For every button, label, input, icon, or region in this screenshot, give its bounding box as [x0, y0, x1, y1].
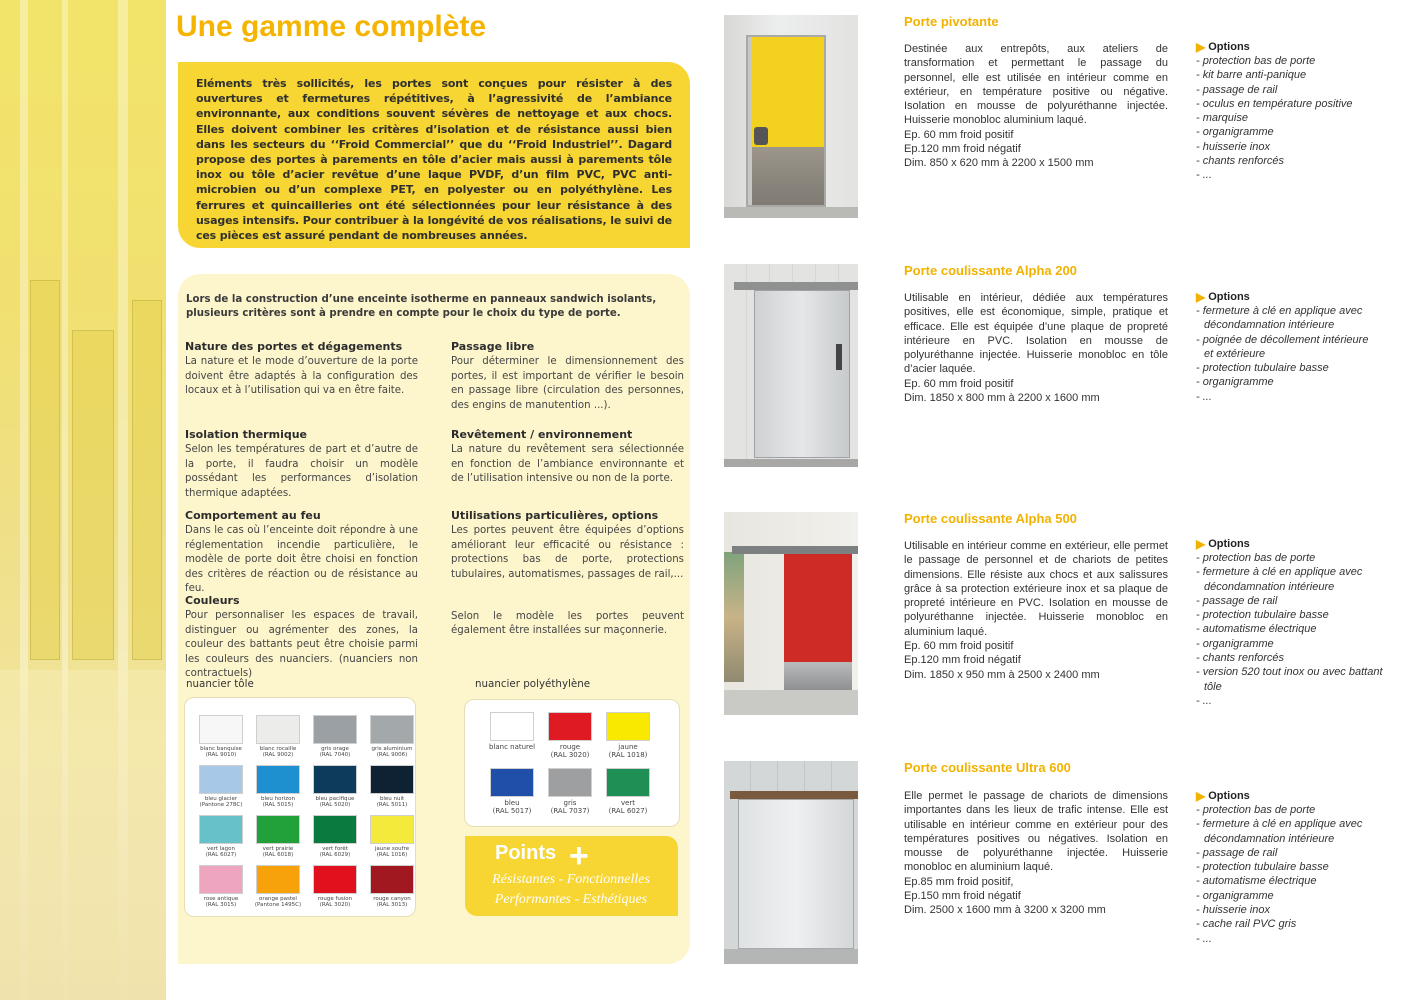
desc-line: Ep.120 mm froid négatif — [904, 654, 1021, 667]
desc-line: Utilisable en intérieur comme en extérieur, elle permet le passage de personnel et de chariots de petites dimensions. Elle résiste aux chocs et aux salissures grâce à sa protection extérieure inox et sa plaque de propreté intérieure en PVC. Isolation en mousse de polyuréthanne injectée. Huisserie monobloc en aluminium laqué. — [904, 540, 1168, 638]
option-item: - protection tubulaire basse — [1196, 362, 1329, 375]
color-swatch — [313, 865, 357, 894]
options-pivotante — [1196, 40, 1406, 183]
product-desc-alpha-200 — [904, 291, 1168, 405]
color-swatch — [256, 815, 300, 844]
color-swatch — [370, 715, 414, 744]
swatch-label — [189, 746, 253, 759]
nuancier-tole-panel — [184, 697, 416, 917]
color-swatch — [199, 865, 243, 894]
swatch-ref: (Pantone 278C) — [199, 802, 243, 809]
swatch-label — [538, 799, 602, 815]
option-item: - protection bas de porte — [1196, 55, 1316, 67]
option-item: - protection tubulaire basse — [1196, 861, 1329, 874]
criterion-maconnerie: Selon le modèle les portes peuvent également être installées sur maçonnerie. — [451, 611, 684, 637]
swatch-ref: (RAL 3020) — [550, 751, 590, 759]
swatch-label — [538, 743, 602, 759]
desc-line: Dim. 2500 x 1600 mm à 3200 x 3200 mm — [904, 904, 1106, 917]
swatch-name: bleu — [504, 799, 520, 807]
swatch-label — [189, 796, 253, 809]
options-ultra-600 — [1196, 789, 1406, 946]
swatch-ref: (RAL 3020) — [319, 902, 351, 909]
criterion-title: Revêtement / environnement — [451, 428, 633, 441]
criterion-text: La nature du revêtement sera sélectionnée en fonction de l’ambiance environnante et de l’utilisation intensive ou non de la porte. — [451, 444, 684, 485]
swatch-ref: (RAL 1018) — [608, 751, 648, 759]
swatch-label — [246, 796, 310, 809]
criterion-feu — [185, 509, 418, 596]
swatch-label — [360, 896, 424, 909]
option-item: décondamnation intérieure — [1204, 832, 1335, 845]
intro-text: Eléments très sollicités, les portes sont conçues pour résister à des ouvertures et fermetures répétitives, à l’agressivité de l’ambiance environnante, aux conditions souvent sévères de nettoyage et aux chocs. Elles doivent combiner les critères d’isolation et de résistance aussi bien dans les secteurs du ‘‘Froid Commercial’’ que du ‘‘Froid Industriel’’. Dagard propose des portes à parements en tôle d’acier mais aussi à parements tôle inox ou tôle d’acier revêtue d’une laque PVDF, d’un film PVC, PVC anti-microbien ou d’un complexe PET, en polyester ou en polyéthylène. Les ferrures et quincailleries ont été sélectionnées pour leur résistance à des usages intensifs. Pour contribuer à la longévité de vos réalisations, le suivi de ces pièces est assuré pendant de nombreuses années. — [196, 77, 672, 243]
option-item: - huisserie inox — [1196, 904, 1270, 917]
product-desc-alpha-500 — [904, 539, 1168, 682]
product-title-alpha-500: Porte coulissante Alpha 500 — [904, 511, 1077, 526]
color-swatch — [370, 865, 414, 894]
color-swatch — [606, 768, 650, 797]
option-item: - huisserie inox — [1196, 140, 1270, 153]
option-item: - organigramme — [1196, 889, 1274, 902]
options-header — [1196, 537, 1406, 551]
swatch-name: vert — [620, 799, 636, 807]
swatch-label — [189, 896, 253, 909]
swatch-name: orange pastel — [259, 896, 297, 902]
swatch-name: bleu nuit — [379, 796, 405, 802]
desc-line: Dim. 1850 x 800 mm à 2200 x 1600 mm — [904, 392, 1100, 405]
swatch-label — [303, 796, 367, 809]
swatch-label — [360, 796, 424, 809]
swatch-ref: (RAL 5011) — [376, 802, 408, 809]
plus-icon: + — [569, 837, 589, 875]
nuancier-tole-label: nuancier tôle — [186, 678, 254, 690]
option-item: - protection bas de porte — [1196, 804, 1316, 816]
criterion-title: Couleurs — [185, 594, 240, 607]
desc-line: Ep.85 mm froid positif, — [904, 875, 1014, 888]
option-item: - passage de rail — [1196, 594, 1278, 607]
criterion-text: La nature et le mode d’ouverture de la porte doivent être adaptés à la configuration des locaux et à l’utilisation qui va en être faite. — [185, 356, 418, 397]
option-item: - organigramme — [1196, 376, 1274, 389]
criterion-title: Comportement au feu — [185, 509, 321, 522]
criterion-text: Les portes peuvent être équipées d’options améliorant leur efficacité ou résistance : protections bas de porte, protections tubulaires, automatismes, passages de rail,... — [451, 525, 684, 580]
option-item: - chants renforcés — [1196, 652, 1285, 665]
options-label: Options — [1208, 291, 1250, 303]
swatch-ref: (RAL 1016) — [376, 852, 408, 859]
swatch-ref: (RAL 6027) — [608, 807, 648, 815]
photo-alpha-500 — [724, 512, 858, 715]
color-swatch — [313, 765, 357, 794]
desc-line: Elle permet le passage de chariots de dimensions importantes dans les lieux de trafic intense. Elle est utilisable en intérieur comme en extérieur pour des températures positives ou négatives. Isolation en mousse de polyuréthanne injectée. Huisserie monobloc en aluminium laqué. — [904, 790, 1168, 874]
option-item: - oculus en température positive — [1196, 97, 1353, 110]
option-item: - organigramme — [1196, 126, 1274, 139]
criterion-utilisations — [451, 509, 684, 582]
product-desc-ultra-600 — [904, 789, 1168, 918]
swatch-name: blanc rocaille — [259, 746, 297, 752]
option-item: - marquise — [1196, 112, 1248, 125]
swatch-ref: (RAL 7040) — [319, 752, 351, 759]
swatch-label — [246, 746, 310, 759]
criterion-text: Pour déterminer le dimensionnement des portes, il est important de vérifier le besoin en passage libre (circulation des personnes, des engins de manutention ...). — [451, 356, 684, 411]
points-line-1: Résistantes - Fonctionnelles — [492, 872, 650, 887]
swatch-ref: (RAL 6018) — [262, 852, 294, 859]
color-swatch — [370, 765, 414, 794]
option-item: - ... — [1196, 932, 1212, 945]
option-item: - chants renforcés — [1196, 155, 1285, 168]
options-label: Options — [1208, 790, 1250, 802]
criterion-text: Selon les températures de part et d’autre de la porte, il faudra choisir un modèle possédant les performances d’isolation thermique adaptées. — [185, 444, 418, 499]
swatch-ref: (RAL 6027) — [205, 852, 237, 859]
swatch-label — [303, 896, 367, 909]
desc-line: Dim. 850 x 620 mm à 2200 x 1500 mm — [904, 157, 1094, 170]
swatch-name: gris aluminium — [371, 746, 413, 752]
product-title-alpha-200: Porte coulissante Alpha 200 — [904, 263, 1077, 278]
option-item: - kit barre anti-panique — [1196, 69, 1307, 82]
desc-line: Ep. 60 mm froid positif — [904, 377, 1014, 390]
swatch-label — [246, 846, 310, 859]
color-swatch — [256, 865, 300, 894]
photo-alpha-200 — [724, 264, 858, 467]
swatch-label — [246, 896, 310, 909]
swatch-name: rose antique — [203, 896, 239, 902]
swatch-ref: (RAL 6029) — [319, 852, 351, 859]
swatch-name: gris orage — [321, 746, 349, 752]
swatch-ref: (RAL 9010) — [205, 752, 237, 759]
criterion-nature — [185, 340, 418, 399]
desc-line: Destinée aux entrepôts, aux ateliers de transformation et permettant le passage du personnel, elle est utilisée en intérieur comme en extérieur, en température positive ou négative. Isolation en mousse de polyuréthanne injectée. Huisserie monobloc aluminium laqué. — [904, 43, 1168, 127]
option-item: - ... — [1196, 694, 1212, 707]
option-item: - cache rail PVC gris — [1196, 918, 1297, 931]
swatch-name: vert prairie — [262, 846, 294, 852]
options-header — [1196, 290, 1406, 304]
intro-box — [178, 62, 690, 248]
color-swatch — [370, 815, 414, 844]
desc-line: Ep.150 mm froid négatif — [904, 890, 1021, 903]
criterion-title: Isolation thermique — [185, 428, 308, 441]
swatch-name: jaune — [618, 743, 638, 751]
criterion-couleurs — [185, 594, 418, 681]
color-swatch — [490, 768, 534, 797]
swatch-name: bleu horizon — [260, 796, 295, 802]
swatch-ref: (RAL 5017) — [492, 807, 532, 815]
swatch-name: gris — [563, 799, 577, 807]
triangle-icon: ▶ — [1196, 40, 1206, 54]
points-title: Points — [495, 842, 557, 864]
option-item: - ... — [1196, 169, 1212, 182]
color-swatch — [490, 712, 534, 741]
color-swatch — [256, 715, 300, 744]
color-swatch — [199, 765, 243, 794]
swatch-ref: (RAL 9006) — [376, 752, 408, 759]
product-title-pivotante: Porte pivotante — [904, 14, 999, 29]
option-item: - automatisme électrique — [1196, 875, 1317, 888]
triangle-icon: ▶ — [1196, 789, 1206, 803]
swatch-ref: (RAL 3015) — [205, 902, 237, 909]
criterion-title: Passage libre — [451, 340, 535, 353]
swatch-label — [360, 846, 424, 859]
option-item: - passage de rail — [1196, 846, 1278, 859]
product-title-ultra-600: Porte coulissante Ultra 600 — [904, 760, 1071, 775]
color-swatch — [313, 815, 357, 844]
option-item: - fermeture à clé en applique avec — [1196, 305, 1363, 317]
nuancier-pe-panel — [464, 699, 680, 827]
options-label: Options — [1208, 41, 1250, 53]
photo-porte-pivotante — [724, 15, 858, 218]
option-item: et extérieure — [1204, 347, 1266, 360]
color-swatch — [313, 715, 357, 744]
swatch-label — [360, 746, 424, 759]
criterion-title: Utilisations particulières, options — [451, 509, 659, 522]
swatch-label — [596, 799, 660, 815]
criterion-text: Dans le cas où l’enceinte doit répondre à une réglementation incendie particulière, le modèle de porte doit être choisi en fonction des critères de réaction ou de résistance au feu. — [185, 525, 418, 595]
color-swatch — [256, 765, 300, 794]
swatch-ref: (Pantone 1495C) — [254, 902, 302, 909]
points-box — [465, 836, 678, 916]
criterion-isolation — [185, 428, 418, 501]
criteria-intro: Lors de la construction d’une enceinte isotherme en panneaux sandwich isolants, plusieurs critères sont à prendre en compte pour le choix du type de porte. — [186, 294, 657, 320]
options-alpha-500 — [1196, 537, 1406, 708]
desc-line: Ep.120 mm froid négatif — [904, 143, 1021, 156]
option-item: - protection bas de porte — [1196, 552, 1316, 564]
desc-line: Utilisable en intérieur, dédiée aux températures positives, elle est économique, simple, pratique et efficace. Elle est équipée d’une plaque de propreté intérieure en PVC. Isolation en mousse de polyuréthanne injectée. Huisserie monobloc en tôle d’acier laquée. — [904, 292, 1168, 376]
option-item: - fermeture à clé en applique avec — [1196, 818, 1363, 831]
triangle-icon: ▶ — [1196, 537, 1206, 551]
color-swatch — [548, 712, 592, 741]
color-swatch — [548, 768, 592, 797]
options-header — [1196, 40, 1406, 54]
desc-line: Ep. 60 mm froid positif — [904, 640, 1014, 653]
product-desc-pivotante — [904, 42, 1168, 171]
color-swatch — [199, 815, 243, 844]
criterion-title: Nature des portes et dégagements — [185, 340, 403, 353]
swatch-label — [480, 799, 544, 815]
swatch-ref: (RAL 7037) — [550, 807, 590, 815]
swatch-name: vert lagon — [206, 846, 236, 852]
swatch-name: vert forêt — [322, 846, 348, 852]
option-item: - fermeture à clé en applique avec — [1196, 566, 1363, 579]
swatch-label — [480, 743, 544, 751]
option-item: - automatisme électrique — [1196, 623, 1317, 636]
page-title: Une gamme complète — [176, 10, 487, 43]
option-item: tôle — [1204, 680, 1222, 693]
option-item: - organigramme — [1196, 637, 1274, 650]
swatch-label — [596, 743, 660, 759]
criterion-revetement — [451, 428, 684, 487]
desc-line: Ep. 60 mm froid positif — [904, 128, 1014, 141]
swatch-ref: (RAL 9002) — [262, 752, 294, 759]
options-label: Options — [1208, 538, 1250, 550]
color-swatch — [199, 715, 243, 744]
swatch-label — [303, 746, 367, 759]
option-item: - passage de rail — [1196, 83, 1278, 96]
color-swatch — [606, 712, 650, 741]
criterion-text: Pour personnaliser les espaces de travail, distinguer ou agrémenter des zones, la couleur des battants peut être choisie parmi les couleurs des nuanciers. (nuanciers non contractuels) — [185, 610, 418, 680]
swatch-name: blanc banquise — [200, 746, 242, 752]
swatch-ref: (RAL 5015) — [262, 802, 294, 809]
option-item: - ... — [1196, 390, 1212, 403]
left-decorative-photo — [0, 0, 166, 1000]
swatch-name: rouge fusion — [317, 896, 353, 902]
option-item: décondamnation intérieure — [1204, 580, 1335, 593]
swatch-name: rouge — [559, 743, 581, 751]
swatch-name: bleu glacier — [204, 796, 238, 802]
swatch-label — [189, 846, 253, 859]
criterion-passage — [451, 340, 684, 413]
swatch-name: bleu pacifique — [315, 796, 355, 802]
swatch-name: blanc naturel — [488, 743, 536, 751]
options-alpha-200 — [1196, 290, 1406, 404]
option-item: - protection tubulaire basse — [1196, 609, 1329, 622]
desc-line: Dim. 1850 x 950 mm à 2500 x 2400 mm — [904, 668, 1100, 681]
triangle-icon: ▶ — [1196, 290, 1206, 304]
option-item: - version 520 tout inox ou avec battant — [1196, 666, 1383, 679]
swatch-label — [303, 846, 367, 859]
points-line-2: Performantes - Esthétiques — [494, 892, 648, 907]
swatch-name: rouge canyon — [373, 896, 411, 902]
option-item: décondamnation intérieure — [1204, 319, 1335, 332]
swatch-ref: (RAL 3013) — [376, 902, 408, 909]
swatch-name: jaune soufre — [374, 846, 410, 852]
option-item: - poignée de décollement intérieure — [1196, 333, 1369, 346]
photo-ultra-600 — [724, 761, 858, 964]
options-header — [1196, 789, 1406, 803]
swatch-ref: (RAL 5020) — [319, 802, 351, 809]
nuancier-pe-label: nuancier polyéthylène — [475, 678, 591, 690]
